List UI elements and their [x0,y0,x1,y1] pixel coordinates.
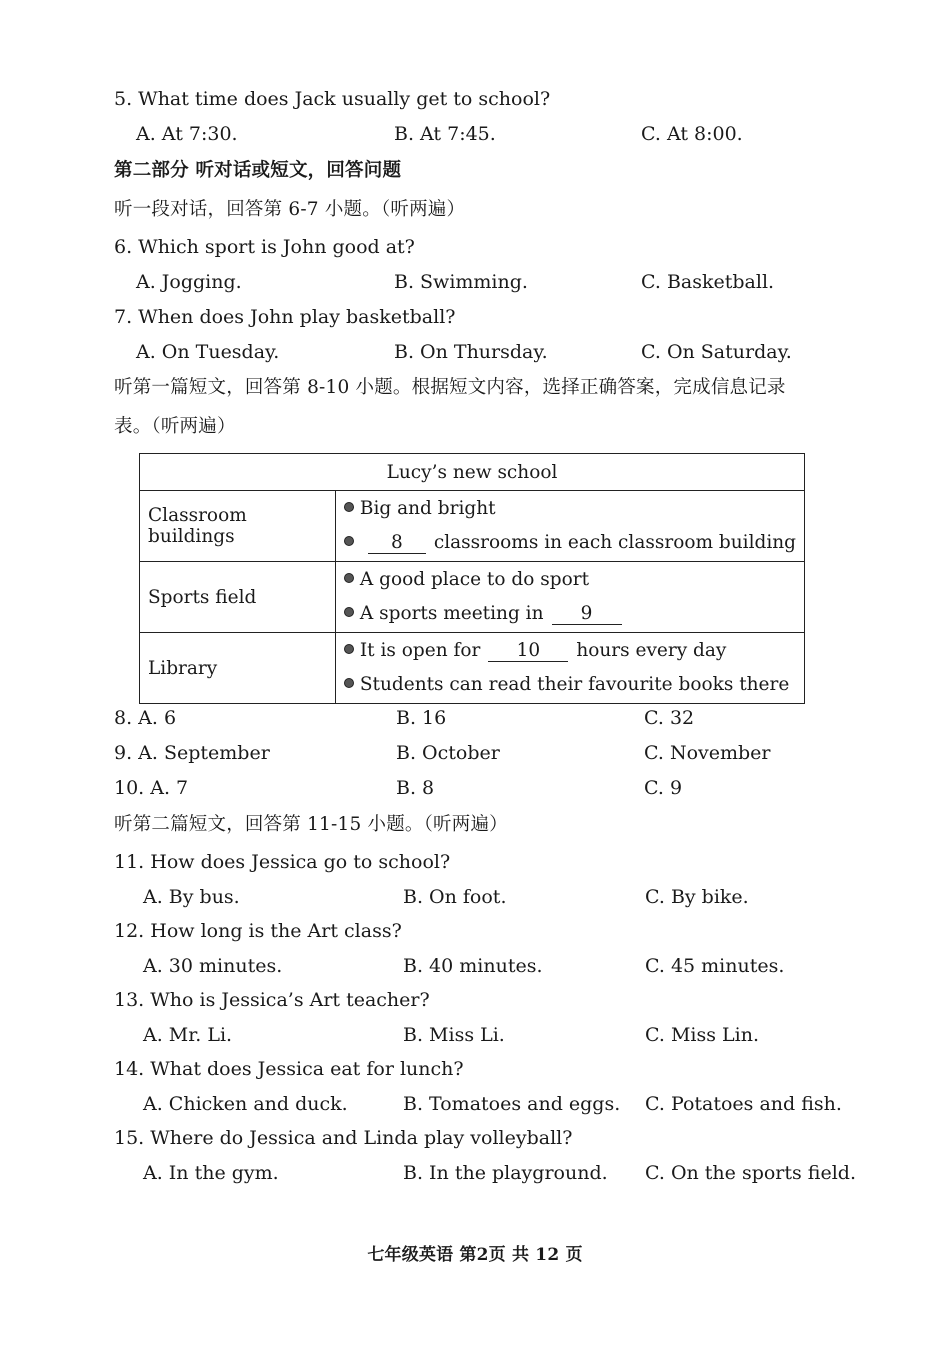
q8-option-a: 8. A. 6 [114,707,177,729]
question-11: 11. How does Jessica go to school? [114,851,451,873]
question-6: 6. Which sport is John good at? [114,236,415,258]
q10-option-a: 10. A. 7 [114,777,189,799]
q12-option-c: C. 45 minutes. [645,955,785,977]
row-label: Sports field [140,562,336,633]
question-14: 14. What does Jessica eat for lunch? [114,1058,464,1080]
q14-option-a: A. Chicken and duck. [143,1093,348,1115]
q8-option-b: B. 16 [396,707,447,729]
q13-option-a: A. Mr. Li. [143,1024,233,1046]
q7-option-c: C. On Saturday. [641,341,792,363]
blank-10: 10 [488,641,568,662]
q10-option-b: B. 8 [396,777,435,799]
table-title: Lucy’s new school [140,454,805,491]
table-row [140,633,805,704]
bullet-icon [344,536,354,546]
bullet-item: It is open for 10 hours every day [344,634,796,668]
instruction-11-15: 听第二篇短文，回答第 11-15 小题。（听两遍） [114,814,508,835]
question-15: 15. Where do Jessica and Linda play volleyball? [114,1127,573,1149]
question-5: 5. What time does Jack usually get to school? [114,88,551,110]
part2-heading: 第二部分 听对话或短文，回答问题 [114,160,402,181]
bullet-icon [344,678,354,688]
q5-option-b: B. At 7:45. [394,123,496,145]
q11-option-b: B. On foot. [403,886,507,908]
q9-option-a: 9. A. September [114,742,270,764]
q15-option-a: A. In the gym. [143,1162,279,1184]
bullet-item: 8 classrooms in each classroom building [344,526,796,560]
page-footer: 七年级英语 第2页 共 12 页 [367,1245,583,1265]
bullet-icon [344,502,354,512]
row-content [335,633,804,704]
info-table [139,453,805,704]
q13-option-c: C. Miss Lin. [645,1024,759,1046]
table-row [140,491,805,562]
instruction-8-10-line1: 听第一篇短文，回答第 8-10 小题。根据短文内容，选择正确答案，完成信息记录 [114,377,786,398]
q5-option-a: A. At 7:30. [136,123,238,145]
bullet-item: Big and bright [344,492,796,526]
bullet-item: Students can read their favourite books there [344,668,796,702]
q12-option-a: A. 30 minutes. [143,955,283,977]
table-row [140,562,805,633]
q15-option-b: B. In the playground. [403,1162,608,1184]
q5-option-c: C. At 8:00. [641,123,743,145]
q10-option-c: C. 9 [644,777,683,799]
q8-option-c: C. 32 [644,707,695,729]
row-label: Classroom buildings [140,491,336,562]
q14-option-b: B. Tomatoes and eggs. [403,1093,621,1115]
blank-9: 9 [552,604,622,625]
q13-option-b: B. Miss Li. [403,1024,505,1046]
question-12: 12. How long is the Art class? [114,920,402,942]
bullet-item: A sports meeting in 9 [344,597,796,631]
q6-option-b: B. Swimming. [394,271,528,293]
question-7: 7. When does John play basketball? [114,306,456,328]
q12-option-b: B. 40 minutes. [403,955,543,977]
bullet-item: A good place to do sport [344,563,796,597]
blank-8: 8 [368,533,426,554]
q14-option-c: C. Potatoes and fish. [645,1093,842,1115]
row-label: Library [140,633,336,704]
q11-option-c: C. By bike. [645,886,749,908]
q7-option-b: B. On Thursday. [394,341,548,363]
question-13: 13. Who is Jessica’s Art teacher? [114,989,430,1011]
instruction-8-10-line2: 表。（听两遍） [114,416,236,437]
q6-option-a: A. Jogging. [136,271,242,293]
q11-option-a: A. By bus. [143,886,240,908]
q9-option-b: B. October [396,742,500,764]
q9-option-c: C. November [644,742,771,764]
q6-option-c: C. Basketball. [641,271,775,293]
row-content [335,491,804,562]
bullet-icon [344,607,354,617]
bullet-icon [344,644,354,654]
row-content [335,562,804,633]
bullet-icon [344,573,354,583]
q7-option-a: A. On Tuesday. [136,341,280,363]
instruction-6-7: 听一段对话，回答第 6-7 小题。（听两遍） [114,199,466,220]
q15-option-c: C. On the sports field. [645,1162,857,1184]
